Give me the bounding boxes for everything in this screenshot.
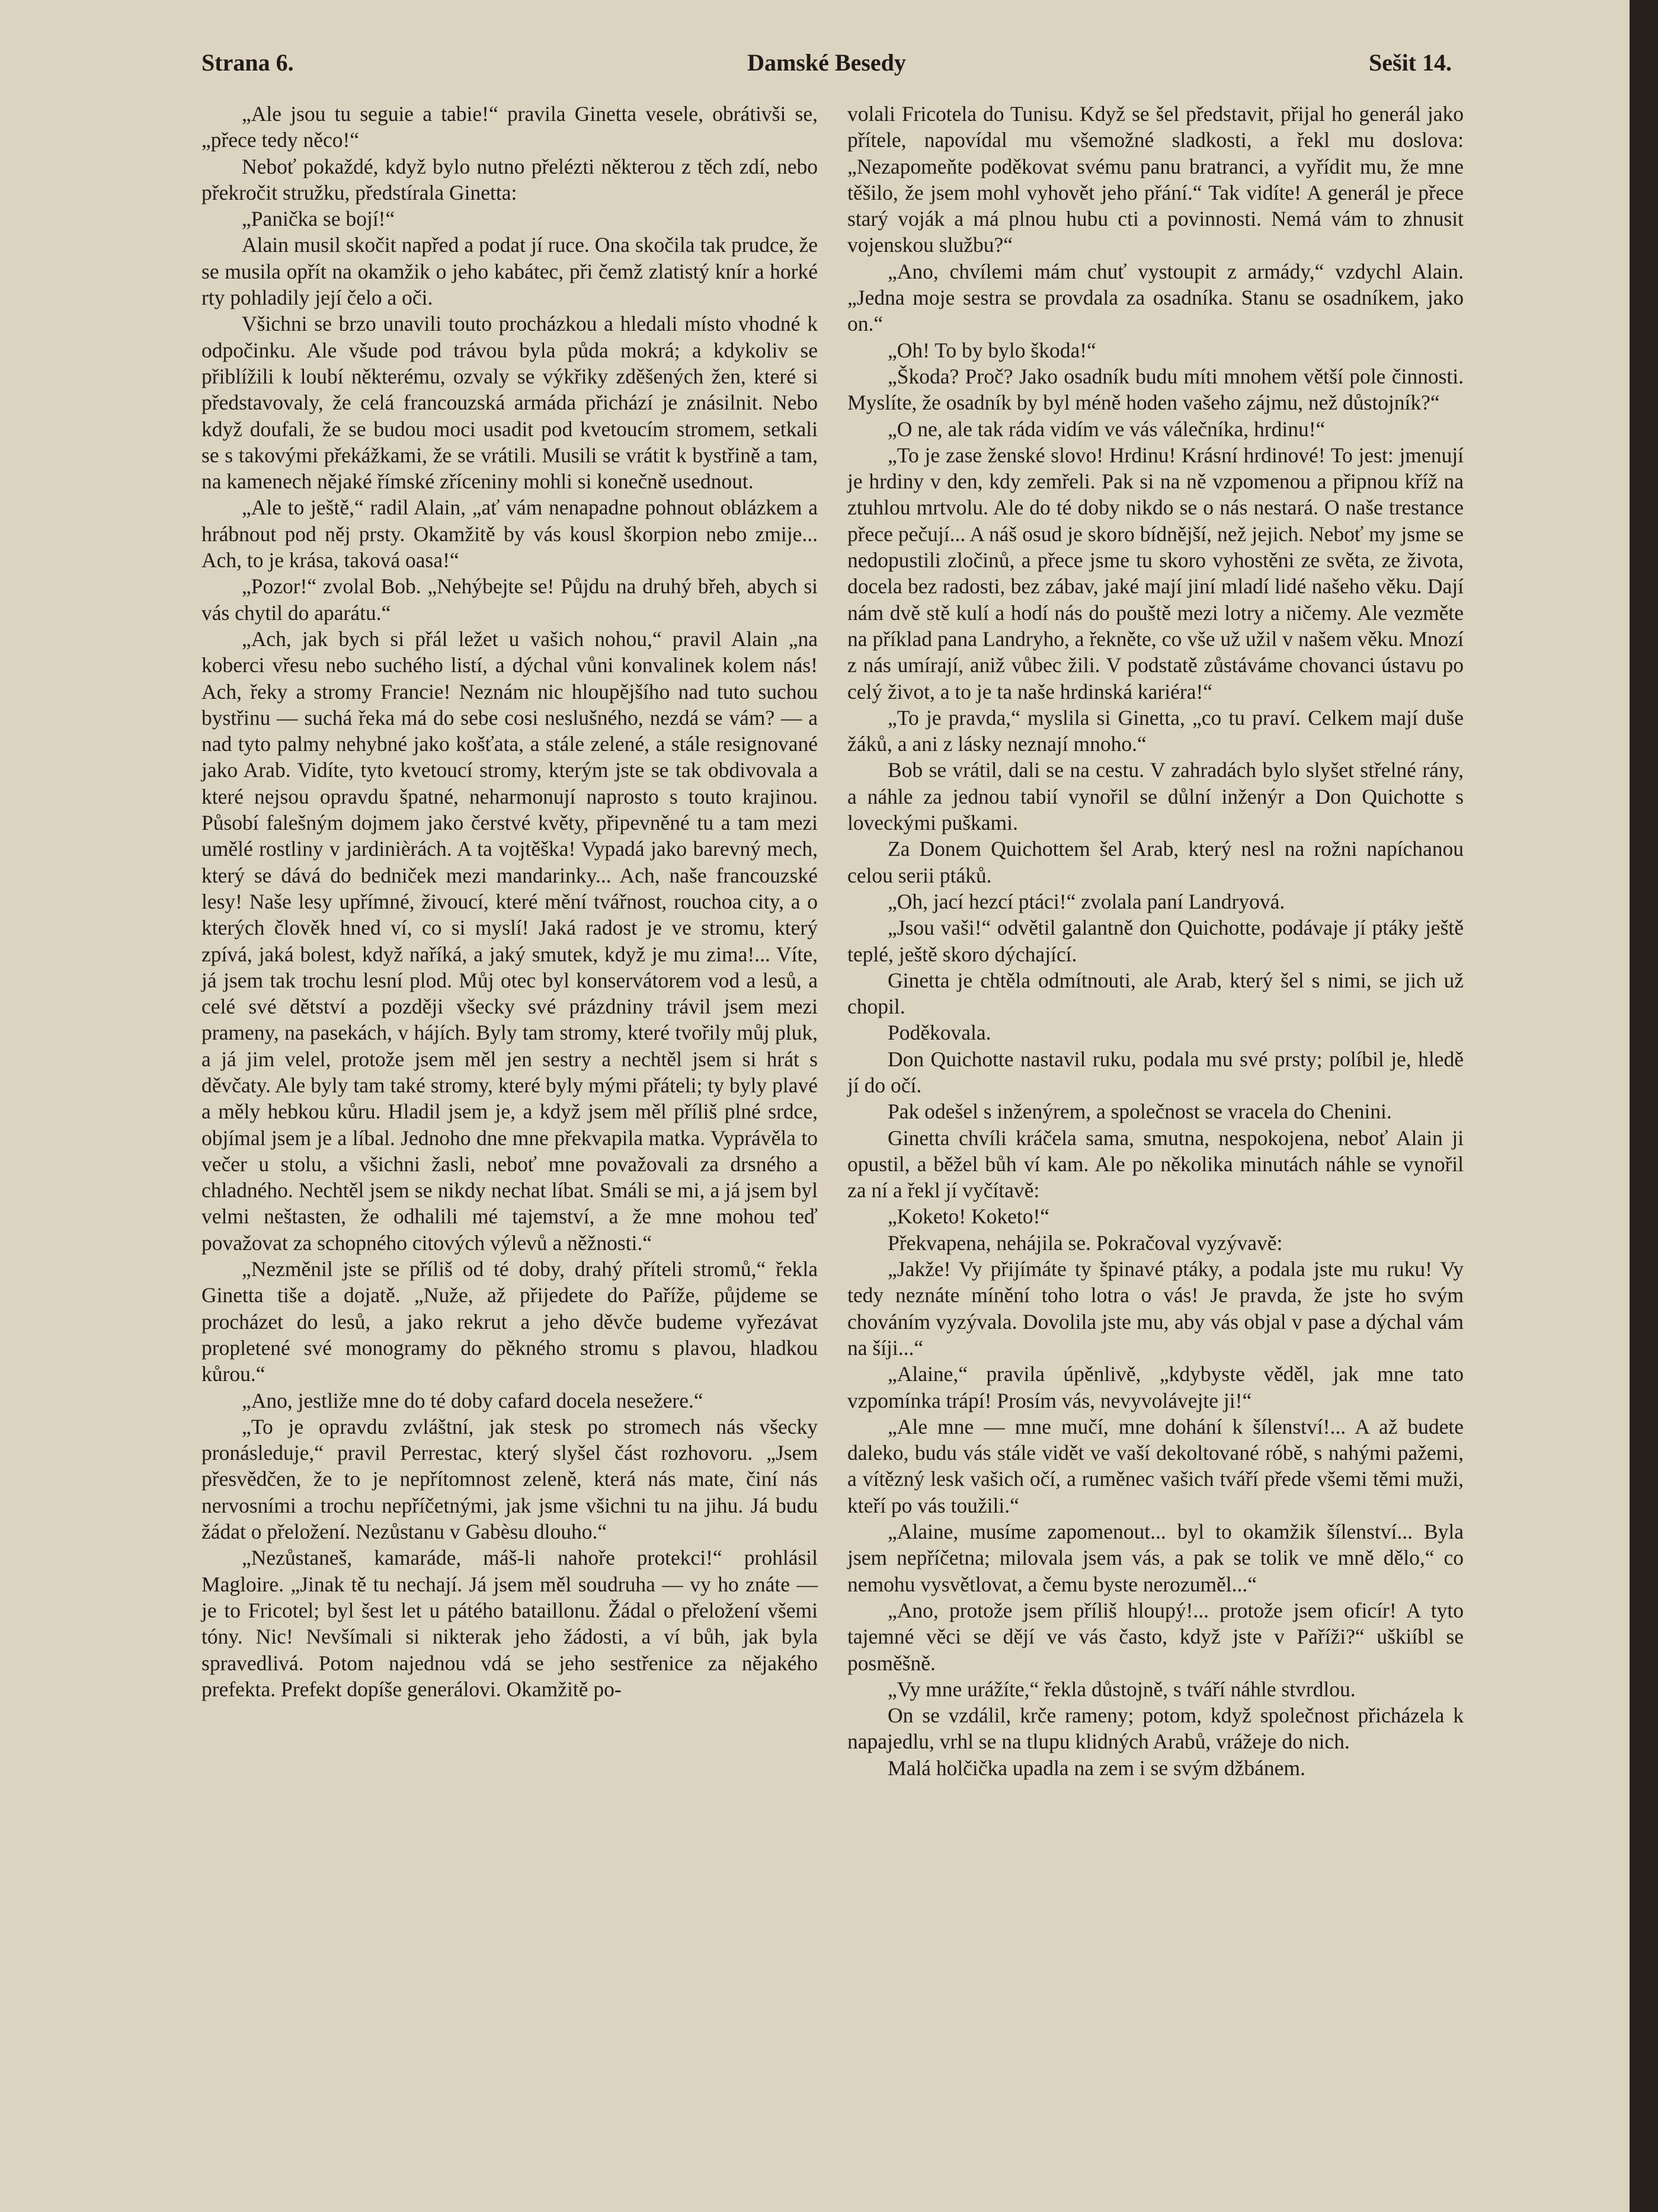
- paragraph: Neboť pokaždé, když bylo nutno přelézti některou z těch zdí, nebo překročit stružku, předstírala Ginetta:: [201, 154, 818, 204]
- text-columns: [201, 101, 1464, 1781]
- paragraph: Pak odešel s inženýrem, a společnost se vracela do Chenini.: [888, 1099, 1392, 1124]
- paragraph: „Ale jsou tu seguie a tabie!“ pravila Ginetta vesele, obrátivši se, „přece tedy něco!“: [201, 102, 818, 152]
- paragraph: „Jsou vaši!“ odvětil galantně don Quichotte, podávaje jí ptáky ještě teplé, ještě skoro dýchající.: [847, 916, 1464, 966]
- left-column: [201, 101, 818, 1781]
- paragraph: „To je pravda,“ myslila si Ginetta, „co tu praví. Celkem mají duše žáků, a ani z lásky neznají mnoho.“: [847, 705, 1464, 756]
- paragraph: „To je opravdu zvláštní, jak stesk po stromech nás všecky pronásleduje,“ pravil Perrestac, který slyšel část rozhovoru. „Jsem přesvědčen, že to je nepřítomnost zeleně, která nás mate, činí nás nervosními a trochu nepříčetnými, jak jsme všichni tu na jihu. Já budu žádat o přeložení. Nezůstanu v Gabèsu dlouho.“: [201, 1414, 818, 1544]
- paragraph: On se vzdálil, krče rameny; potom, když společnost přicházela k napajedlu, vrhl se na tlupu klidných Arabů, vrážeje do nich.: [847, 1703, 1464, 1754]
- paragraph: Za Donem Quichottem šel Arab, který nesl na rožni napíchanou celou serii ptáků.: [847, 837, 1464, 887]
- paragraph: „Ano, jestliže mne do té doby cafard docela nesežere.“: [242, 1388, 703, 1412]
- paragraph: „To je zase ženské slovo! Hrdinu! Krásní hrdinové! To jest: jmenují je hrdiny v den, kdy zemřeli. Pak si na ně vzpomenou a připnou kříž na ztuhlou mrtvolu. Ale do té doby nikdo se o nás nestará. O naše trestance přece pečují... A náš osud je skoro bídnější, než jejich. Neboť my jsme se nedopustili zločinů, a přece jsme tu skoro vyhostěni ze světa, ze života, docela bez radosti, bez zábav, jaké mají jiní mladí lidé našeho věku. Dají nám dvě stě kulí a hodí nás do pouště mezi lotry a ničemy. Ale vezměte na příklad pana Landryho, a řekněte, co vše už užil v našem věku. Mnozí z nás umírají, aniž vůbec žili. V podstatě zůstáváme chovanci ústavu po celý život, a to je ta naše hrdinská kariéra!“: [847, 443, 1464, 704]
- paragraph: Alain musil skočit napřed a podat jí ruce. Ona skočila tak prudce, že se musila opřít na okamžik o jeho kabátec, při čemž zlatistý knír a horké rty pohladily její čelo a oči.: [201, 233, 818, 310]
- paragraph: „Nezůstaneš, kamaráde, máš-li nahoře protekci!“ prohlásil Magloire. „Jinak tě tu nechají. Já jsem měl soudruha — vy ho znáte — je to Fricotel; byl šest let u pátého bataillonu. Žádal o přeložení všemi tóny. Nic! Nevšímali si nikterak jeho žádosti, a ví bůh, jak byla spravedlivá. Potom najednou vdá se jeho sestřenice za nějakého prefekta. Prefekt dopíše generálovi. Okamžitě po-: [201, 1546, 818, 1701]
- binding-edge: [1630, 0, 1658, 2212]
- paragraph: volali Fricotela do Tunisu. Když se šel představit, přijal ho generál jako přítele, napovídal mu všemožné sladkosti, a řekl mu doslova: „Nezapomeňte poděkovat svému panu bratranci, a vyřídit mu, že mne těšilo, že jsem mohl vyhovět jeho přání.“ Tak vidíte! A generál je přece starý voják a má plnou hubu cti a povinnosti. Nemá vám to zhnusit vojenskou službu?“: [847, 102, 1464, 257]
- paragraph: „Nezměnil jste se příliš od té doby, drahý příteli stromů,“ řekla Ginetta tiše a dojatě. „Nuže, až přijedete do Paříže, půjdeme se procházet do lesů, a jako rekrut a jeho děvče budeme vyřezávat propletené své monogramy do pěkného stromu s plavou, hladkou kůrou.“: [201, 1257, 818, 1386]
- paragraph: „Koketo! Koketo!“: [888, 1204, 1050, 1229]
- paragraph: „Škoda? Proč? Jako osadník budu míti mnohem větší pole činnosti. Myslíte, že osadník by byl méně hoden vašeho zájmu, než důstojník?“: [847, 364, 1464, 415]
- paragraph: „Panička se bojí!“: [242, 207, 395, 231]
- paragraph: „O ne, ale tak ráda vidím ve vás válečníka, hrdinu!“: [888, 417, 1326, 441]
- paragraph: „Jakže! Vy přijímáte ty špinavé ptáky, a podala jste mu ruku! Vy tedy neznáte mínění toho lotra o vás! Je pravda, že jste ho svým chováním vyzývala. Dovolila jste mu, aby vás objal v pase a dýchal vám na šíji...“: [847, 1257, 1464, 1360]
- paragraph: „Oh, jací hezcí ptáci!“ zvolala paní Landryová.: [888, 889, 1285, 913]
- issue-number: Sešit 14.: [1369, 49, 1452, 76]
- paragraph: Bob se vrátil, dali se na cestu. V zahradách bylo slyšet střelné rány, a náhle za jednou tabií vynořil se důlní inženýr a Don Quichotte s loveckými puškami.: [847, 758, 1464, 835]
- paragraph: Don Quichotte nastavil ruku, podala mu své prsty; políbil je, hledě jí do očí.: [847, 1047, 1464, 1097]
- paragraph: „Ale to ještě,“ radil Alain, „ať vám nenapadne pohnout oblázkem a hrábnout pod něj prsty. Okamžitě by vás kousl škorpion nebo zmije... Ach, to je krása, taková oasa!“: [201, 496, 818, 573]
- paragraph: „Alaine,“ pravila úpěnlivě, „kdybyste věděl, jak mne tato vzpomínka trápí! Prosím vás, nevyvolávejte ji!“: [847, 1362, 1464, 1412]
- paragraph: Všichni se brzo unavili touto procházkou a hledali místo vhodné k odpočinku. Ale všude pod trávou byla půda mokrá; a kdykoliv se přiblížili k loubí některému, ozvaly se výkřiky zděšených žen, které si představovaly, že celá francouzská armáda přichází je znásilnit. Nebo když doufali, že se budou moci usadit pod kvetoucím stromem, setkali se s takovými překážkami, že se vrátili. Musili se vrátit k bystřině a tam, na kamenech nějaké římské zříceniny mohli si konečně usednout.: [201, 312, 818, 494]
- right-column: [847, 101, 1464, 1781]
- page-number: Strana 6.: [201, 49, 294, 76]
- paragraph: Překvapena, nehájila se. Pokračoval vyzývavě:: [888, 1230, 1283, 1255]
- paragraph: Poděkovala.: [888, 1021, 991, 1045]
- paragraph: Ginetta chvíli kráčela sama, smutna, nespokojena, neboť Alain ji opustil, a běžel bůh ví kam. Ale po několika minutách náhle se vynořil za ní a řekl jí vyčítavě:: [847, 1126, 1464, 1203]
- paragraph: Malá holčička upadla na zem i se svým džbánem.: [888, 1756, 1305, 1780]
- paragraph: „Ano, protože jsem příliš hloupý!... protože jsem oficír! A tyto tajemné věci se dějí ve vás často, když jste v Paříži?“ uškiíbl se posměšně.: [847, 1598, 1464, 1675]
- paragraph: „Vy mne urážíte,“ řekla důstojně, s tváří náhle stvrdlou.: [888, 1677, 1356, 1701]
- paragraph: „Alaine, musíme zapomenout... byl to okamžik šílenství... Byla jsem nepříčetna; milovala jsem vás, a pak se tolik ve mně dělo,“ co nemohu vysvětlovat, a čemu byste nerozuměl...“: [847, 1520, 1464, 1596]
- magazine-title: Damské Besedy: [747, 49, 906, 76]
- paragraph: Ginetta je chtěla odmítnouti, ale Arab, který šel s nimi, se jich už chopil.: [847, 968, 1464, 1019]
- paragraph: „Ach, jak bych si přál ležet u vašich nohou,“ pravil Alain „na koberci vřesu nebo suchého listí, a dýchal vůni konvalinek kolem nás! Ach, řeky a stromy Francie! Neznám nic hloupějšího nad tuto suchou bystřinu — suchá řeka má do sebe cosi neslušného, nezdá se vám? — a nad tyto palmy nehybné jako košťata, a stále zelené, a stále resignované jako Arab. Vidíte, tyto kvetoucí stromy, kterým jste se tak obdivovala a které nejsou opravdu špatné, neharmonují naprosto s touto krajinou. Působí falešným dojmem jako čerstvé květy, připevněné tu a tam mezi umělé rostliny v jardinièrách. A ta vojtěška! Vypadá jako barevný mech, který se dává do bedniček mezi mandarinky... Ach, naše francouzské lesy! Naše lesy upřímné, živoucí, které mění tvářnost, rouchoa city, a o kterých člověk hned ví, co si myslí! Jaká radost je ve stromu, který zpívá, jaká bolest, když naříká, a jaký smutek, když je mu zima!... Víte, já jsem tak trochu lesní plod. Můj otec byl konservátorem vod a lesů, a celé své dětství a později všecky své prázdniny trávil jsem mezi prameny, na pasekách, v hájích. Byly tam stromy, které tvořily můj pluk, a já jim velel, protože jsem měl jen sestry a nechtěl jsem si hrát s děvčaty. Ale byly tam také stromy, které byly mými přáteli; ty byly plavé a měly hebkou kůru. Hladil jsem je, a když jsem měl příliš plné srdce, objímal jsem je a líbal. Jednoho dne mne překvapila matka. Vyprávěla to večer u stolu, a všichni žasli, neboť mne považovali za drsného a chladného. Nechtěl jsem se nikdy nechat líbat. Smáli se mi, a já jsem byl velmi neštasten, že odhalili mé tajemství, a že mne mohou teď považovat za schopného citových výlevů a něžnosti.“: [201, 626, 818, 1255]
- paragraph: „Pozor!“ zvolal Bob. „Nehýbejte se! Půjdu na druhý břeh, abych si vás chytil do aparátu.“: [201, 574, 818, 625]
- paragraph: „Ano, chvílemi mám chuť vystoupit z armády,“ vzdychl Alain. „Jedna moje sestra se provdala za osadníka. Stanu se osadníkem, jako on.“: [847, 259, 1464, 336]
- paragraph: „Oh! To by bylo škoda!“: [888, 338, 1096, 362]
- page-header: [201, 49, 1452, 84]
- paragraph: „Ale mne — mne mučí, mne dohání k šílenství!... A až budete daleko, budu vás stále vidět ve vaší dekoltované róbě, s nahými pažemi, a vítězný lesk vašich očí, a ruměnec vašich tváří přede všemi těmi muži, kteří po vás toužili.“: [847, 1414, 1464, 1517]
